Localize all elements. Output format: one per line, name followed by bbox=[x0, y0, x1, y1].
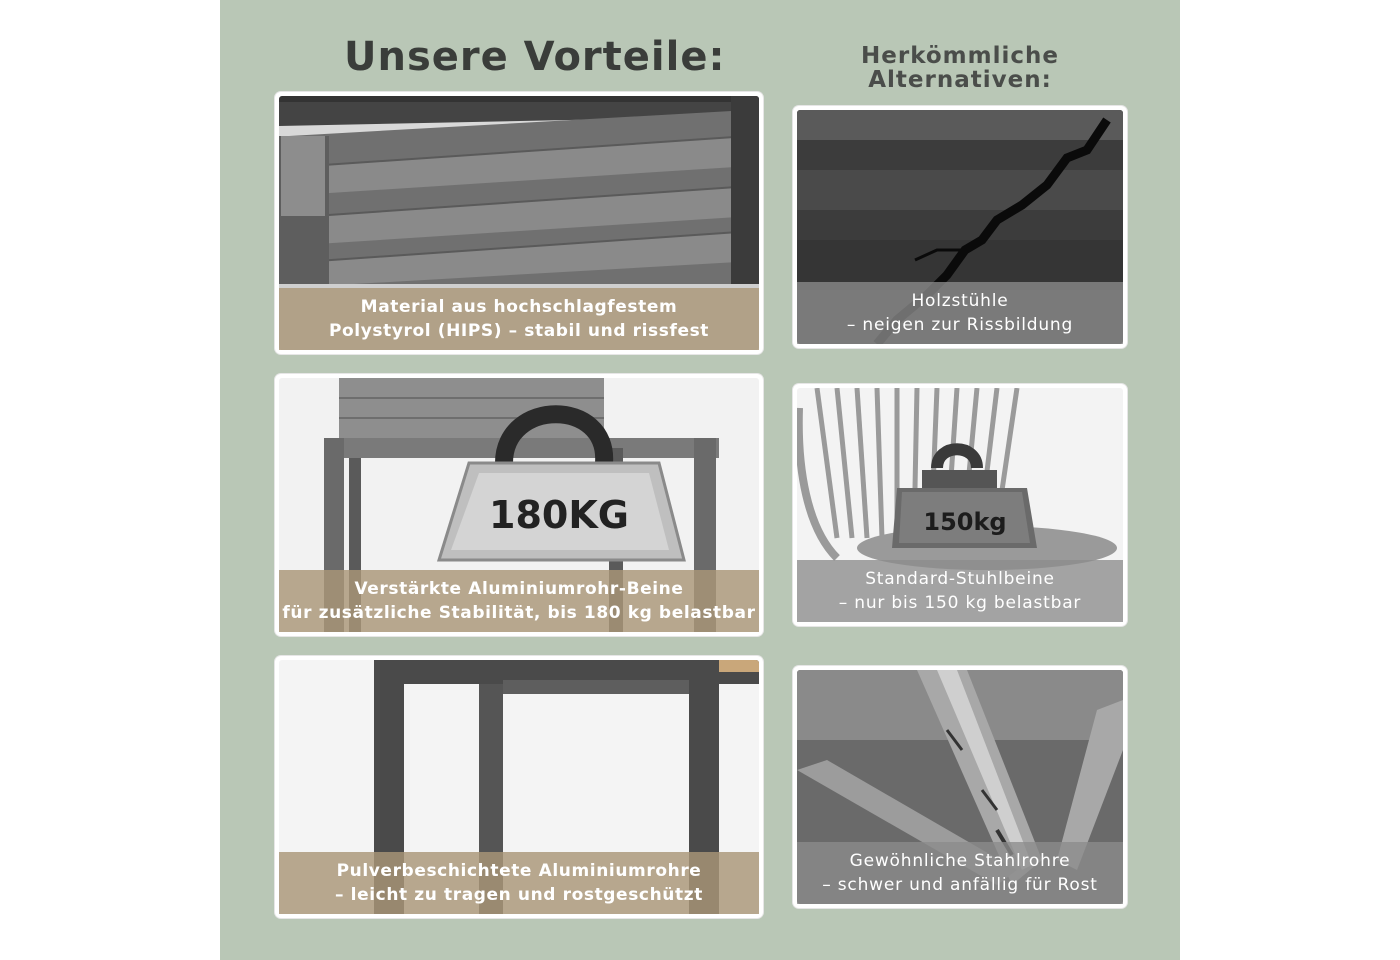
alternatives-heading-line1: Herkömmliche bbox=[861, 43, 1059, 69]
caption-line2: für zusätzliche Stabilität, bis 180 kg belastbar bbox=[282, 603, 756, 623]
caption-line1: Verstärkte Aluminiumrohr-Beine bbox=[354, 579, 684, 599]
caption-line2: – schwer und anfällig für Rost bbox=[822, 875, 1098, 895]
advantage-caption-material bbox=[279, 288, 759, 350]
alternative-card-steel bbox=[793, 666, 1127, 908]
advantage-caption-coating bbox=[279, 852, 759, 914]
advantages-heading: Unsere Vorteile: bbox=[344, 34, 726, 80]
caption-line1: Gewöhnliche Stahlrohre bbox=[849, 851, 1071, 871]
advantage-card-material bbox=[275, 92, 763, 354]
caption-line1: Holzstühle bbox=[911, 291, 1009, 311]
alternatives-heading-line2: Alternativen: bbox=[868, 67, 1052, 93]
alternative-card-wood bbox=[793, 106, 1127, 348]
weight-150kg-label: 150kg bbox=[923, 508, 1007, 536]
caption-line2: Polystyrol (HIPS) – stabil und rissfest bbox=[328, 321, 710, 341]
caption-line1: Material aus hochschlagfestem bbox=[360, 297, 678, 317]
alternatives-heading bbox=[830, 44, 1090, 92]
caption-line2: – leicht zu tragen und rostgeschützt bbox=[335, 885, 703, 905]
caption-line2: – neigen zur Rissbildung bbox=[846, 315, 1074, 335]
alternative-card-legs bbox=[793, 384, 1127, 626]
alternative-caption-legs bbox=[797, 560, 1123, 622]
advantage-card-coating bbox=[275, 656, 763, 918]
caption-line2: – nur bis 150 kg belastbar bbox=[838, 593, 1082, 613]
caption-line1: Pulverbeschichtete Aluminiumrohre bbox=[336, 861, 702, 881]
alternative-caption-wood bbox=[797, 282, 1123, 344]
advantage-caption-legs bbox=[279, 570, 759, 632]
advantage-card-legs bbox=[275, 374, 763, 636]
weight-180kg-label: 180KG bbox=[489, 493, 629, 537]
caption-line1: Standard-Stuhlbeine bbox=[865, 569, 1055, 589]
alternative-caption-steel bbox=[797, 842, 1123, 904]
